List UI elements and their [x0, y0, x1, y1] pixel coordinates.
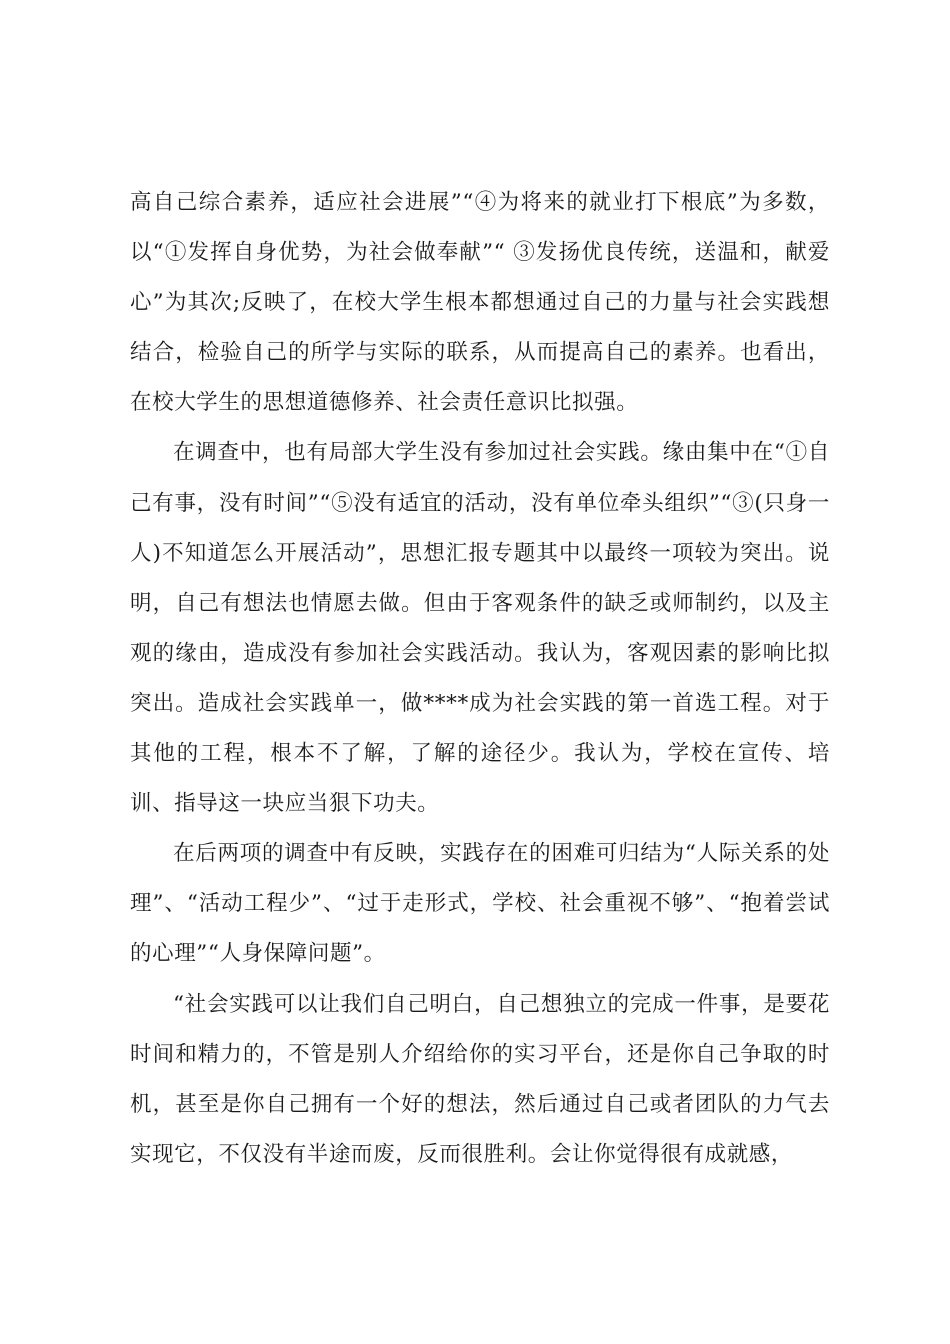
- paragraph-quote: “社会实践可以让我们自己明白，自己想独立的完成一件事，是要花时间和精力的，不管是别人介绍给你的实习平台，还是你自己争取的时机，甚至是你自己拥有一个好的想法，然后通过自己或者团队的力气去实现它，不仅没有半途而废，反而很胜利。会让你觉得很有成就感，: [130, 991, 830, 1167]
- paragraph-continuation: 高自己综合素养，适应社会进展”“④为将来的就业打下根底”为多数，以“①发挥自身优势，为社会做奉献”“ ③发扬优良传统，送温和，献爱心”为其次;反映了，在校大学生根本都想通过自己的力量与社会实践想结合，检验自己的所学与实际的联系，从而提高自己的素养。也看出，在校大学生的思想道德修养、社会责任意识比拟强。: [130, 190, 830, 416]
- document-body: [130, 178, 830, 1180]
- paragraph-nonparticipation: 在调查中，也有局部大学生没有参加过社会实践。缘由集中在“①自己有事，没有时间”“⑤没有适宜的活动，没有单位牵头组织”“③(只身一人)不知道怎么开展活动”，思想汇报专题其中以最终一项较为突出。说明，自己有想法也情愿去做。但由于客观条件的缺乏或师制约，以及主观的缘由，造成没有参加社会实践活动。我认为，客观因素的影响比拟突出。造成社会实践单一，做****成为社会实践的第一首选工程。对于其他的工程，根本不了解，了解的途径少。我认为，学校在宣传、培训、指导这一块应当狠下功夫。: [130, 440, 830, 817]
- paragraph-difficulties: 在后两项的调查中有反映，实践存在的困难可归结为“人际关系的处理”、“活动工程少”、“过于走形式，学校、社会重视不够”、“抱着尝试的心理”“人身保障问题”。: [130, 841, 830, 967]
